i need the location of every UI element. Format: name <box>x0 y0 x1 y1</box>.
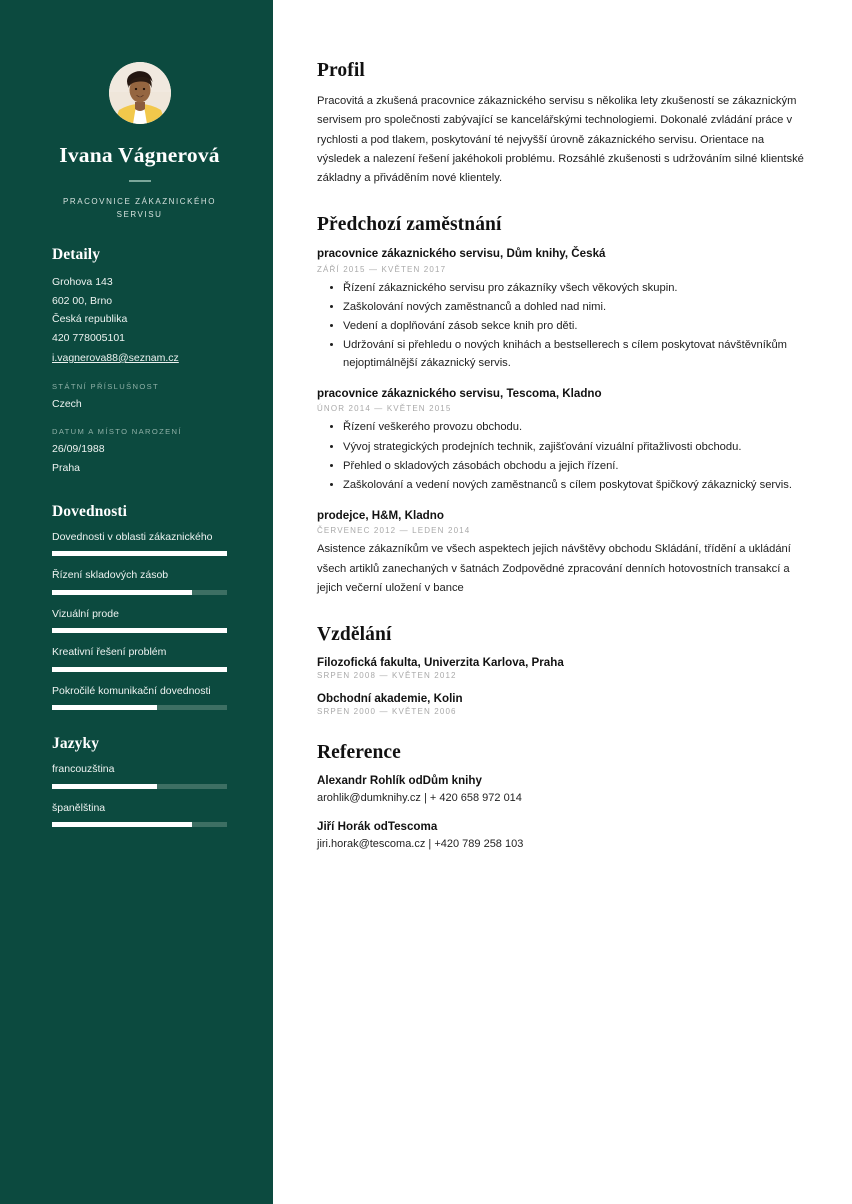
reference-entry <box>317 820 808 853</box>
birth-place: Praha <box>52 461 81 474</box>
employment-heading: Předchozí zaměstnání <box>317 214 502 236</box>
language-bar <box>52 784 227 789</box>
portrait-photo-icon <box>109 62 171 124</box>
job-dates: ÚNOR 2014 — KVĚTEN 2015 <box>317 404 452 414</box>
skills-heading: Dovednosti <box>52 502 128 520</box>
education-title: Obchodní akademie, Kolin <box>317 692 463 706</box>
birth-date: 26/09/1988 <box>52 443 105 456</box>
reference-name: Jiří Horák odTescoma <box>317 819 438 833</box>
education-dates: SRPEN 2000 — KVĚTEN 2006 <box>317 707 457 717</box>
job-bullet: • Řízení veškerého provozu obchodu. <box>343 418 808 436</box>
references-section <box>317 742 808 852</box>
language-label: španělština <box>52 801 106 814</box>
avatar <box>109 62 171 124</box>
job-title: prodejce, H&M, Kladno <box>317 509 444 523</box>
job-title: pracovnice zákaznického servisu, Dům knihy, Česká <box>317 247 606 261</box>
birth-label: DATUM A MÍSTO NAROZENÍ <box>52 427 182 437</box>
skill-label: Pokročilé komunikační dovednosti <box>52 684 211 697</box>
reference-contact: arohlik@dumknihy.cz | + 420 658 972 014 <box>317 792 522 805</box>
skill-bar-fill <box>52 705 157 710</box>
country: Česká republika <box>52 313 128 326</box>
skill-item <box>52 645 227 672</box>
address-line-2: 602 00, Brno <box>52 294 113 307</box>
education-dates: SRPEN 2008 — KVĚTEN 2012 <box>317 671 457 681</box>
education-heading: Vzdělání <box>317 624 392 646</box>
job-entry <box>317 508 808 598</box>
candidate-name: Ivana Vágnerová <box>59 143 220 167</box>
skill-bar-fill <box>52 667 227 672</box>
reference-contact: jiri.horak@tescoma.cz | +420 789 258 103 <box>317 837 524 850</box>
education-entry <box>317 656 808 680</box>
avatar-container <box>52 62 227 124</box>
skill-bar-fill <box>52 590 192 595</box>
skill-label: Kreativní řešení problém <box>52 646 167 659</box>
languages-heading: Jazyky <box>52 735 100 753</box>
skill-bar <box>52 590 227 595</box>
job-bullet: • Vedení a doplňování zásob sekce knih pro děti. <box>343 317 808 335</box>
job-bullet: • Vývoj strategických prodejních technik, zajišťování vizuální přitažlivosti obchodu. <box>343 438 808 456</box>
job-bullet: • Přehled o skladových zásobách obchodu a jejich řízení. <box>343 457 808 475</box>
skill-label: Vizuální prode <box>52 607 119 620</box>
job-dates: ZÁŘÍ 2015 — KVĚTEN 2017 <box>317 264 447 274</box>
language-bar <box>52 822 227 827</box>
skill-bar <box>52 551 227 556</box>
nationality-value: Czech <box>52 397 82 410</box>
skill-item <box>52 607 227 634</box>
details-heading: Detaily <box>52 246 101 264</box>
details-section <box>52 246 227 478</box>
language-item <box>52 801 227 828</box>
language-bar-fill <box>52 784 157 789</box>
language-bar-fill <box>52 822 192 827</box>
employment-section <box>317 214 808 598</box>
name-divider <box>129 180 151 182</box>
job-entry <box>317 246 808 372</box>
education-title: Filozofická fakulta, Univerzita Karlova, Praha <box>317 656 564 670</box>
skill-bar <box>52 628 227 633</box>
skills-section <box>52 503 227 711</box>
profile-text: Pracovitá a zkušená pracovnice zákaznického servisu s několika lety zkušeností se zákaznickým servisem pro společnosti zabývající se kancelářskými technologiemi. Dokonalé zvládání práce v rychlosti a pod tlakem, poskytování té nejvyšší úrovně zákaznického servisu. Orientace na výsledek a nalezení řešení jakéhokoli problému. Rozsáhlé zkušenosti s udržováním silné klientské základny a přiváděním nové klientely. <box>317 95 804 185</box>
skill-label: Dovednosti v oblasti zákaznického <box>52 530 213 543</box>
language-label: francouzština <box>52 763 115 776</box>
skills-list <box>52 530 227 711</box>
references-heading: Reference <box>317 742 401 764</box>
job-bullet: • Řízení zákaznického servisu pro zákazníky všech věkových skupin. <box>343 279 808 297</box>
email-link[interactable]: i.vagnerova88@seznam.cz <box>52 351 179 364</box>
skill-item <box>52 568 227 595</box>
languages-section <box>52 735 227 827</box>
skill-item <box>52 530 227 557</box>
education-section <box>317 624 808 716</box>
reference-name: Alexandr Rohlík odDům knihy <box>317 774 482 788</box>
profile-heading: Profil <box>317 60 365 81</box>
skill-bar <box>52 705 227 710</box>
job-bullet: • Zaškolování nových zaměstnanců a dohled nad nimi. <box>343 298 808 316</box>
job-bullets <box>317 418 808 494</box>
job-paragraph: Asistence zákazníkům ve všech aspektech jejich návštěvy obchodu Skládání, třídění a ukládání všech artiklů zanechaných v šatnách Zodpovědné zpracování denních hotovostních transakcí a jejich večerní uložení v bance <box>317 543 791 594</box>
skill-bar-fill <box>52 551 227 556</box>
reference-entry <box>317 774 808 807</box>
address-line-1: Grohova 143 <box>52 276 113 289</box>
skill-item <box>52 684 227 711</box>
candidate-role: PRACOVNICE ZÁKAZNICKÉHO SERVISU <box>62 196 216 219</box>
skill-label: Řízení skladových zásob <box>52 569 169 582</box>
phone: 420 778005101 <box>52 332 125 345</box>
nationality-label: STÁTNÍ PŘÍSLUŠNOST <box>52 381 160 391</box>
languages-list <box>52 762 227 827</box>
job-dates: ČERVENEC 2012 — LEDEN 2014 <box>317 526 471 536</box>
education-entry <box>317 692 808 716</box>
language-item <box>52 762 227 789</box>
skill-bar-fill <box>52 628 227 633</box>
job-title: pracovnice zákaznického servisu, Tescoma, Kladno <box>317 387 602 401</box>
main-content <box>273 0 852 1204</box>
profile-section <box>317 60 808 188</box>
skill-bar <box>52 667 227 672</box>
job-bullet: • Udržování si přehledu o nových knihách a bestsellerech s cílem poskytovat návštěvníkům nejoptimálnější zákaznický servis. <box>343 336 808 372</box>
job-bullets <box>317 279 808 373</box>
job-entry <box>317 386 808 494</box>
sidebar <box>0 0 273 1204</box>
job-bullet: • Zaškolování a vedení nových zaměstnanců s cílem poskytovat špičkový zákaznický servis. <box>343 476 808 494</box>
